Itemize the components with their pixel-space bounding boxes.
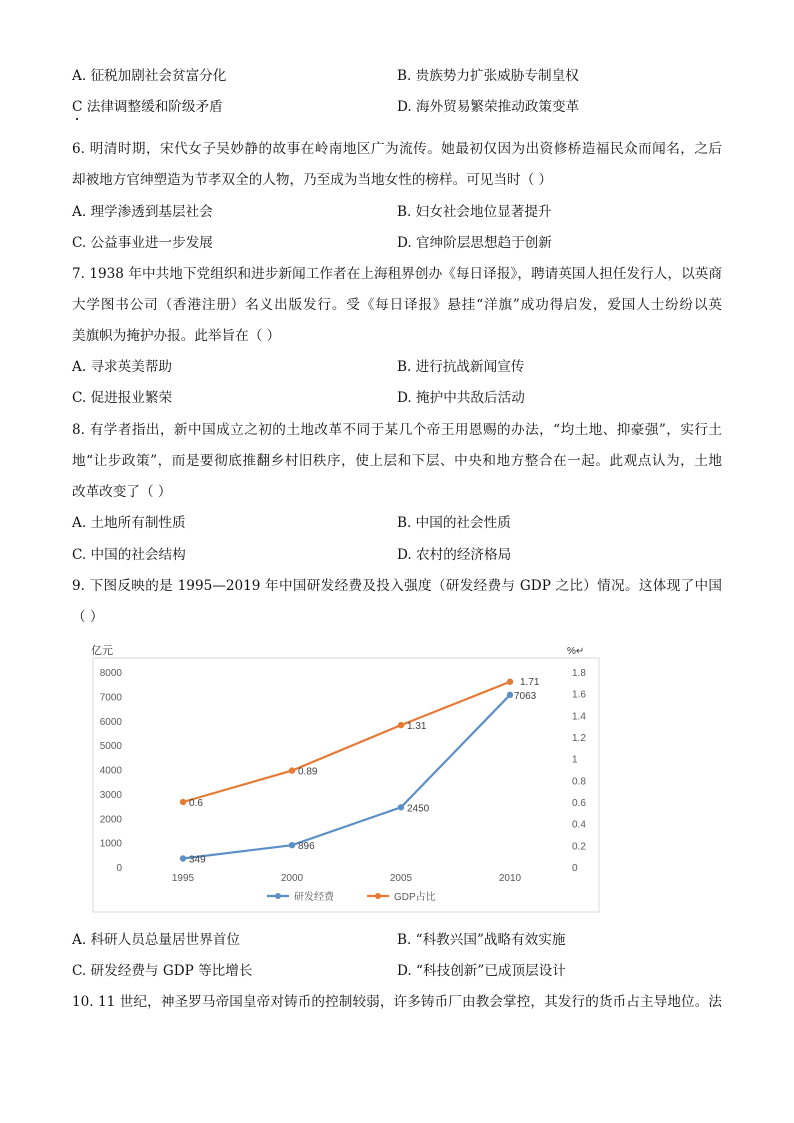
x-tick-label: 2010 bbox=[498, 873, 522, 884]
x-tick-label: 2000 bbox=[280, 873, 304, 884]
q9-option-d: D. “科技创新”已成顶层设计 bbox=[397, 963, 566, 979]
right-tick-label: 1.8 bbox=[572, 668, 586, 679]
data-label: 0.89 bbox=[298, 766, 318, 778]
q7-option-b: B. 进行抗战新闻宣传 bbox=[397, 359, 525, 375]
q9-option-b: B. “科教兴国”战略有效实施 bbox=[397, 932, 566, 948]
q6-option-d: D. 官绅阶层思想趋于创新 bbox=[397, 235, 552, 251]
q7-option-a: A. 寻求英美帮助 bbox=[72, 359, 173, 375]
q7-stem-line-1: 7. 1938 年中共地下党组织和进步新闻工作者在上海租界创办《每日译报》，聘请英国人担任发行人，以英商 bbox=[72, 266, 722, 282]
data-point bbox=[180, 855, 186, 861]
q8-stem-line-3: 改革改变了（ ） bbox=[72, 484, 172, 500]
right-axis-title: %↵ bbox=[567, 646, 585, 657]
q9-option-c: C. 研发经费与 GDP 等比增长 bbox=[72, 963, 253, 979]
x-tick-label: 1995 bbox=[171, 873, 195, 884]
q6-stem-line-2: 却被地方官绅塑造为节孝双全的人物，乃至成为当地女性的榜样。可见当时（ ） bbox=[72, 172, 553, 188]
q7-stem-line-2: 大学图书公司（香港注册）名义出版发行。受《每日译报》悬挂“洋旗”成功得启发，爱国人士纷纷以英 bbox=[72, 297, 722, 313]
q5-option-d: D. 海外贸易繁荣推动政策变革 bbox=[397, 99, 580, 115]
data-label: 1.31 bbox=[407, 721, 427, 733]
left-tick-label: 1000 bbox=[99, 838, 122, 850]
q6-option-a: A. 理学渗透到基层社会 bbox=[72, 204, 213, 220]
left-tick-label: 2000 bbox=[99, 814, 122, 826]
right-tick-label: 0.6 bbox=[572, 798, 586, 809]
q10-stem-line-1: 10. 11 世纪，神圣罗马帝国皇帝对铸币的控制较弱，许多铸币厂由教会掌控，其发行的货币占主导地位。法 bbox=[72, 994, 722, 1010]
legend-marker bbox=[375, 893, 381, 899]
right-tick-label: 0 bbox=[572, 863, 578, 874]
legend-label: 研发经费 bbox=[294, 892, 334, 903]
q9-option-a: A. 科研人员总量居世界首位 bbox=[72, 932, 240, 948]
rd-funding-chart bbox=[85, 640, 605, 915]
q5-option-c: C 法律调整缓和阶级矛盾 bbox=[72, 99, 223, 115]
left-tick-label: 5000 bbox=[99, 741, 122, 753]
data-point bbox=[507, 692, 513, 698]
data-label: 2450 bbox=[407, 803, 430, 815]
right-tick-label: 1.6 bbox=[572, 689, 586, 701]
right-tick-label: 1.4 bbox=[572, 711, 586, 723]
data-point bbox=[289, 842, 295, 848]
q7-option-c: C. 促进报业繁荣 bbox=[72, 390, 173, 406]
left-tick-label: 4000 bbox=[99, 765, 122, 777]
data-label: 7063 bbox=[514, 690, 537, 702]
left-tick-label: 7000 bbox=[99, 692, 122, 704]
data-point bbox=[507, 679, 513, 685]
q5-option-a: A. 征税加剧社会贫富分化 bbox=[72, 68, 227, 84]
q7-stem-line-3: 美旗帜为掩护办报。此举旨在（ ） bbox=[72, 328, 281, 344]
data-point bbox=[180, 799, 186, 805]
left-tick-label: 0 bbox=[116, 863, 122, 874]
data-label: 349 bbox=[189, 854, 206, 866]
left-tick-label: 8000 bbox=[99, 668, 122, 679]
q8-option-c: C. 中国的社会结构 bbox=[72, 547, 186, 563]
data-point bbox=[289, 767, 295, 773]
stray-dot bbox=[76, 118, 78, 120]
q8-option-a: A. 土地所有制性质 bbox=[72, 515, 186, 531]
q7-option-d: D. 掩护中共敌后活动 bbox=[397, 390, 525, 406]
left-tick-label: 3000 bbox=[99, 789, 122, 801]
q5-option-b: B. 贵族势力扩张威胁专制皇权 bbox=[397, 68, 579, 84]
q6-option-c: C. 公益事业进一步发展 bbox=[72, 235, 213, 251]
right-tick-label: 0.2 bbox=[572, 841, 586, 853]
q8-stem-line-1: 8. 有学者指出，新中国成立之初的土地改革不同于某几个帝王用恩赐的办法，“均土地、抑豪强”，实行土 bbox=[72, 422, 722, 438]
q9-stem-line-1: 9. 下图反映的是 1995—2019 年中国研发经费及投入强度（研发经费与 GDP 之比）情况。这体现了中国 bbox=[72, 578, 722, 594]
right-tick-label: 1 bbox=[572, 754, 578, 766]
left-axis-title: 亿元 bbox=[91, 645, 113, 657]
data-label: 1.71 bbox=[520, 676, 540, 688]
right-tick-label: 1.2 bbox=[572, 733, 586, 744]
x-tick-label: 2005 bbox=[389, 873, 413, 884]
right-tick-label: 0.4 bbox=[572, 819, 586, 831]
legend-label: GDP占比 bbox=[394, 892, 436, 903]
data-label: 0.6 bbox=[189, 798, 203, 809]
legend-marker bbox=[275, 893, 281, 899]
data-label: 896 bbox=[298, 841, 315, 853]
q8-option-b: B. 中国的社会性质 bbox=[397, 515, 511, 531]
q8-option-d: D. 农村的经济格局 bbox=[397, 547, 512, 563]
q9-stem-line-2: （ ） bbox=[72, 609, 104, 625]
q6-stem-line-1: 6. 明清时期，宋代女子吴妙静的故事在岭南地区广为流传。她最初仅因为出资修桥造福民众而闻名，之后 bbox=[72, 141, 722, 157]
left-axis-ticks bbox=[100, 668, 123, 874]
data-point bbox=[398, 804, 404, 810]
data-point bbox=[398, 722, 404, 728]
q6-option-b: B. 妇女社会地位显著提升 bbox=[397, 204, 552, 220]
left-tick-label: 6000 bbox=[99, 716, 122, 728]
q8-stem-line-2: 地“让步政策”，而是要彻底推翻乡村旧秩序，使上层和下层、中央和地方整合在一起。此观点认为，土地 bbox=[72, 453, 722, 469]
right-tick-label: 0.8 bbox=[572, 776, 586, 788]
